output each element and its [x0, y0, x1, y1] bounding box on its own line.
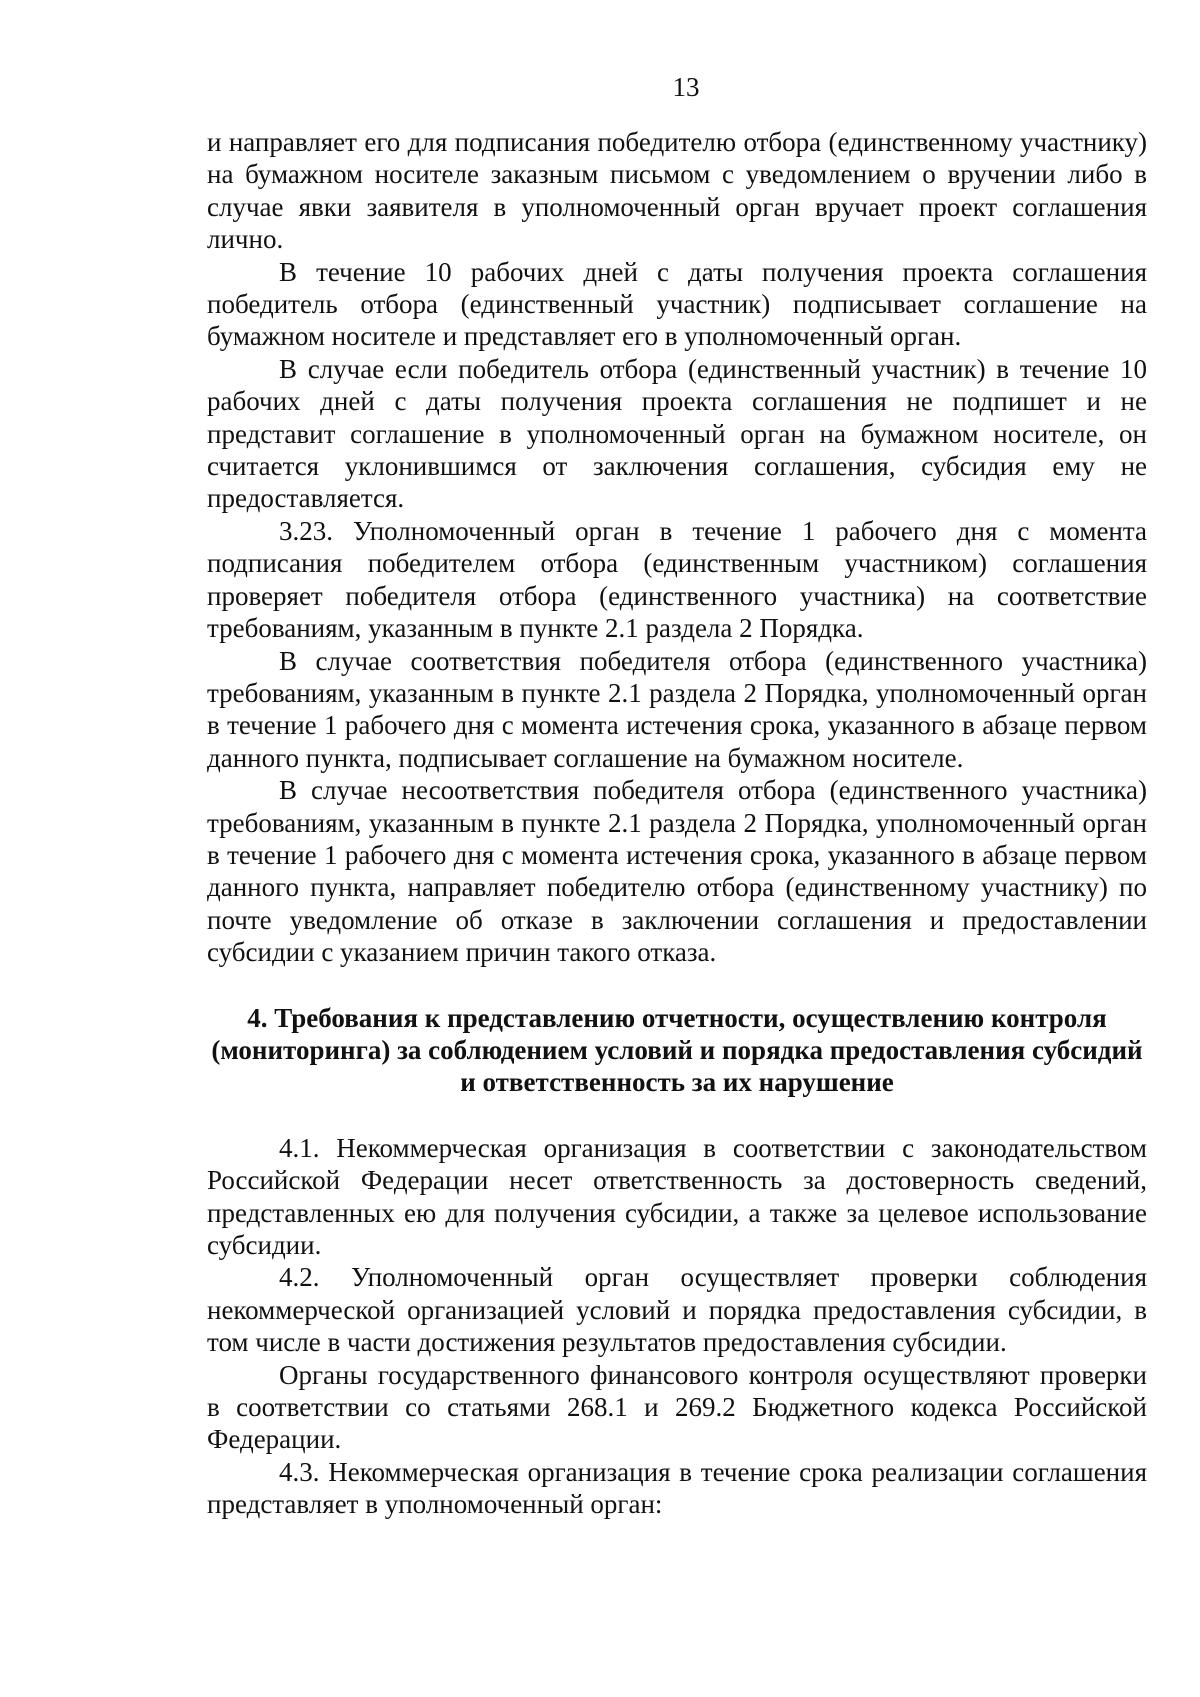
- document-body: [207, 126, 1147, 1521]
- paragraph-4-3: 4.3. Некоммерческая организация в течение срока реализации соглашения представляет в уполномоченный орган:: [207, 1456, 1147, 1520]
- paragraph-4-2: 4.2. Уполномоченный орган осуществляет проверки соблюдения некоммерческой организацией условий и порядка предоставления субсидии, в том числе в части достижения результатов предоставления субсидии.: [207, 1262, 1147, 1358]
- page-number: 13: [672, 72, 700, 102]
- section-4-heading: [207, 1002, 1147, 1099]
- paragraph-state-control: Органы государственного финансового контроля осуществляют проверки в соответствии со статьями 268.1 и 269.2 Бюджетного кодекса Российской Федерации.: [207, 1359, 1147, 1455]
- section-4-heading-line: и ответственность за их нарушение: [460, 1067, 894, 1098]
- section-4-heading-line: 4. Требования к представлению отчетности, осуществлению контроля: [247, 1002, 1107, 1033]
- paragraph-compliance: В случае соответствия победителя отбора (единственного участника) требованиям, указанным в пункте 2.1 раздела 2 Порядка, уполномоченный орган в течение 1 рабочего дня с момента истечения срока, указанного в абзаце первом данного пункта, подписывает соглашение на бумажном носителе.: [207, 645, 1147, 773]
- paragraph-noncompliance: В случае несоответствия победителя отбора (единственного участника) требованиям, указанным в пункте 2.1 раздела 2 Порядка, уполномоченный орган в течение 1 рабочего дня с момента истечения срока, указанного в абзаце первом данного пункта, направляет победителю отбора (единственному участнику) по почте уведомление об отказе в заключении соглашения и предоставлении субсидии с указанием причин такого отказа.: [207, 775, 1147, 968]
- paragraph-4-1: 4.1. Некоммерческая организация в соответствии с законодательством Российской Федерации несет ответственность за достоверность сведений, представленных ею для получения субсидии, а также за целевое использование субсидии.: [207, 1132, 1147, 1260]
- paragraph-continuation: и направляет его для подписания победителю отбора (единственному участнику) на бумажном носителе заказным письмом с уведомлением о вручении либо в случае явки заявителя в уполномоченный орган вручает проект соглашения лично.: [207, 127, 1147, 255]
- paragraph-signing-deadline: В течение 10 рабочих дней с даты получения проекта соглашения победитель отбора (единственный участник) подписывает соглашение на бумажном носителе и представляет его в уполномоченный орган.: [207, 256, 1147, 352]
- paragraph-3-23: 3.23. Уполномоченный орган в течение 1 рабочего дня с момента подписания победителем отбора (единственным участником) соглашения проверяет победителя отбора (единственного участника) на соответствие требованиям, указанным в пункте 2.1 раздела 2 Порядка.: [207, 515, 1147, 644]
- section-4-heading-line: (мониторинга) за соблюдением условий и порядка предоставления субсидий: [211, 1034, 1143, 1065]
- paragraph-evasion: В случае если победитель отбора (единственный участник) в течение 10 рабочих дней с даты получения проекта соглашения не подпишет и не представит соглашение в уполномоченный орган на бумажном носителе, он считается уклонившимся от заключения соглашения, субсидия ему не предоставляется.: [207, 353, 1147, 514]
